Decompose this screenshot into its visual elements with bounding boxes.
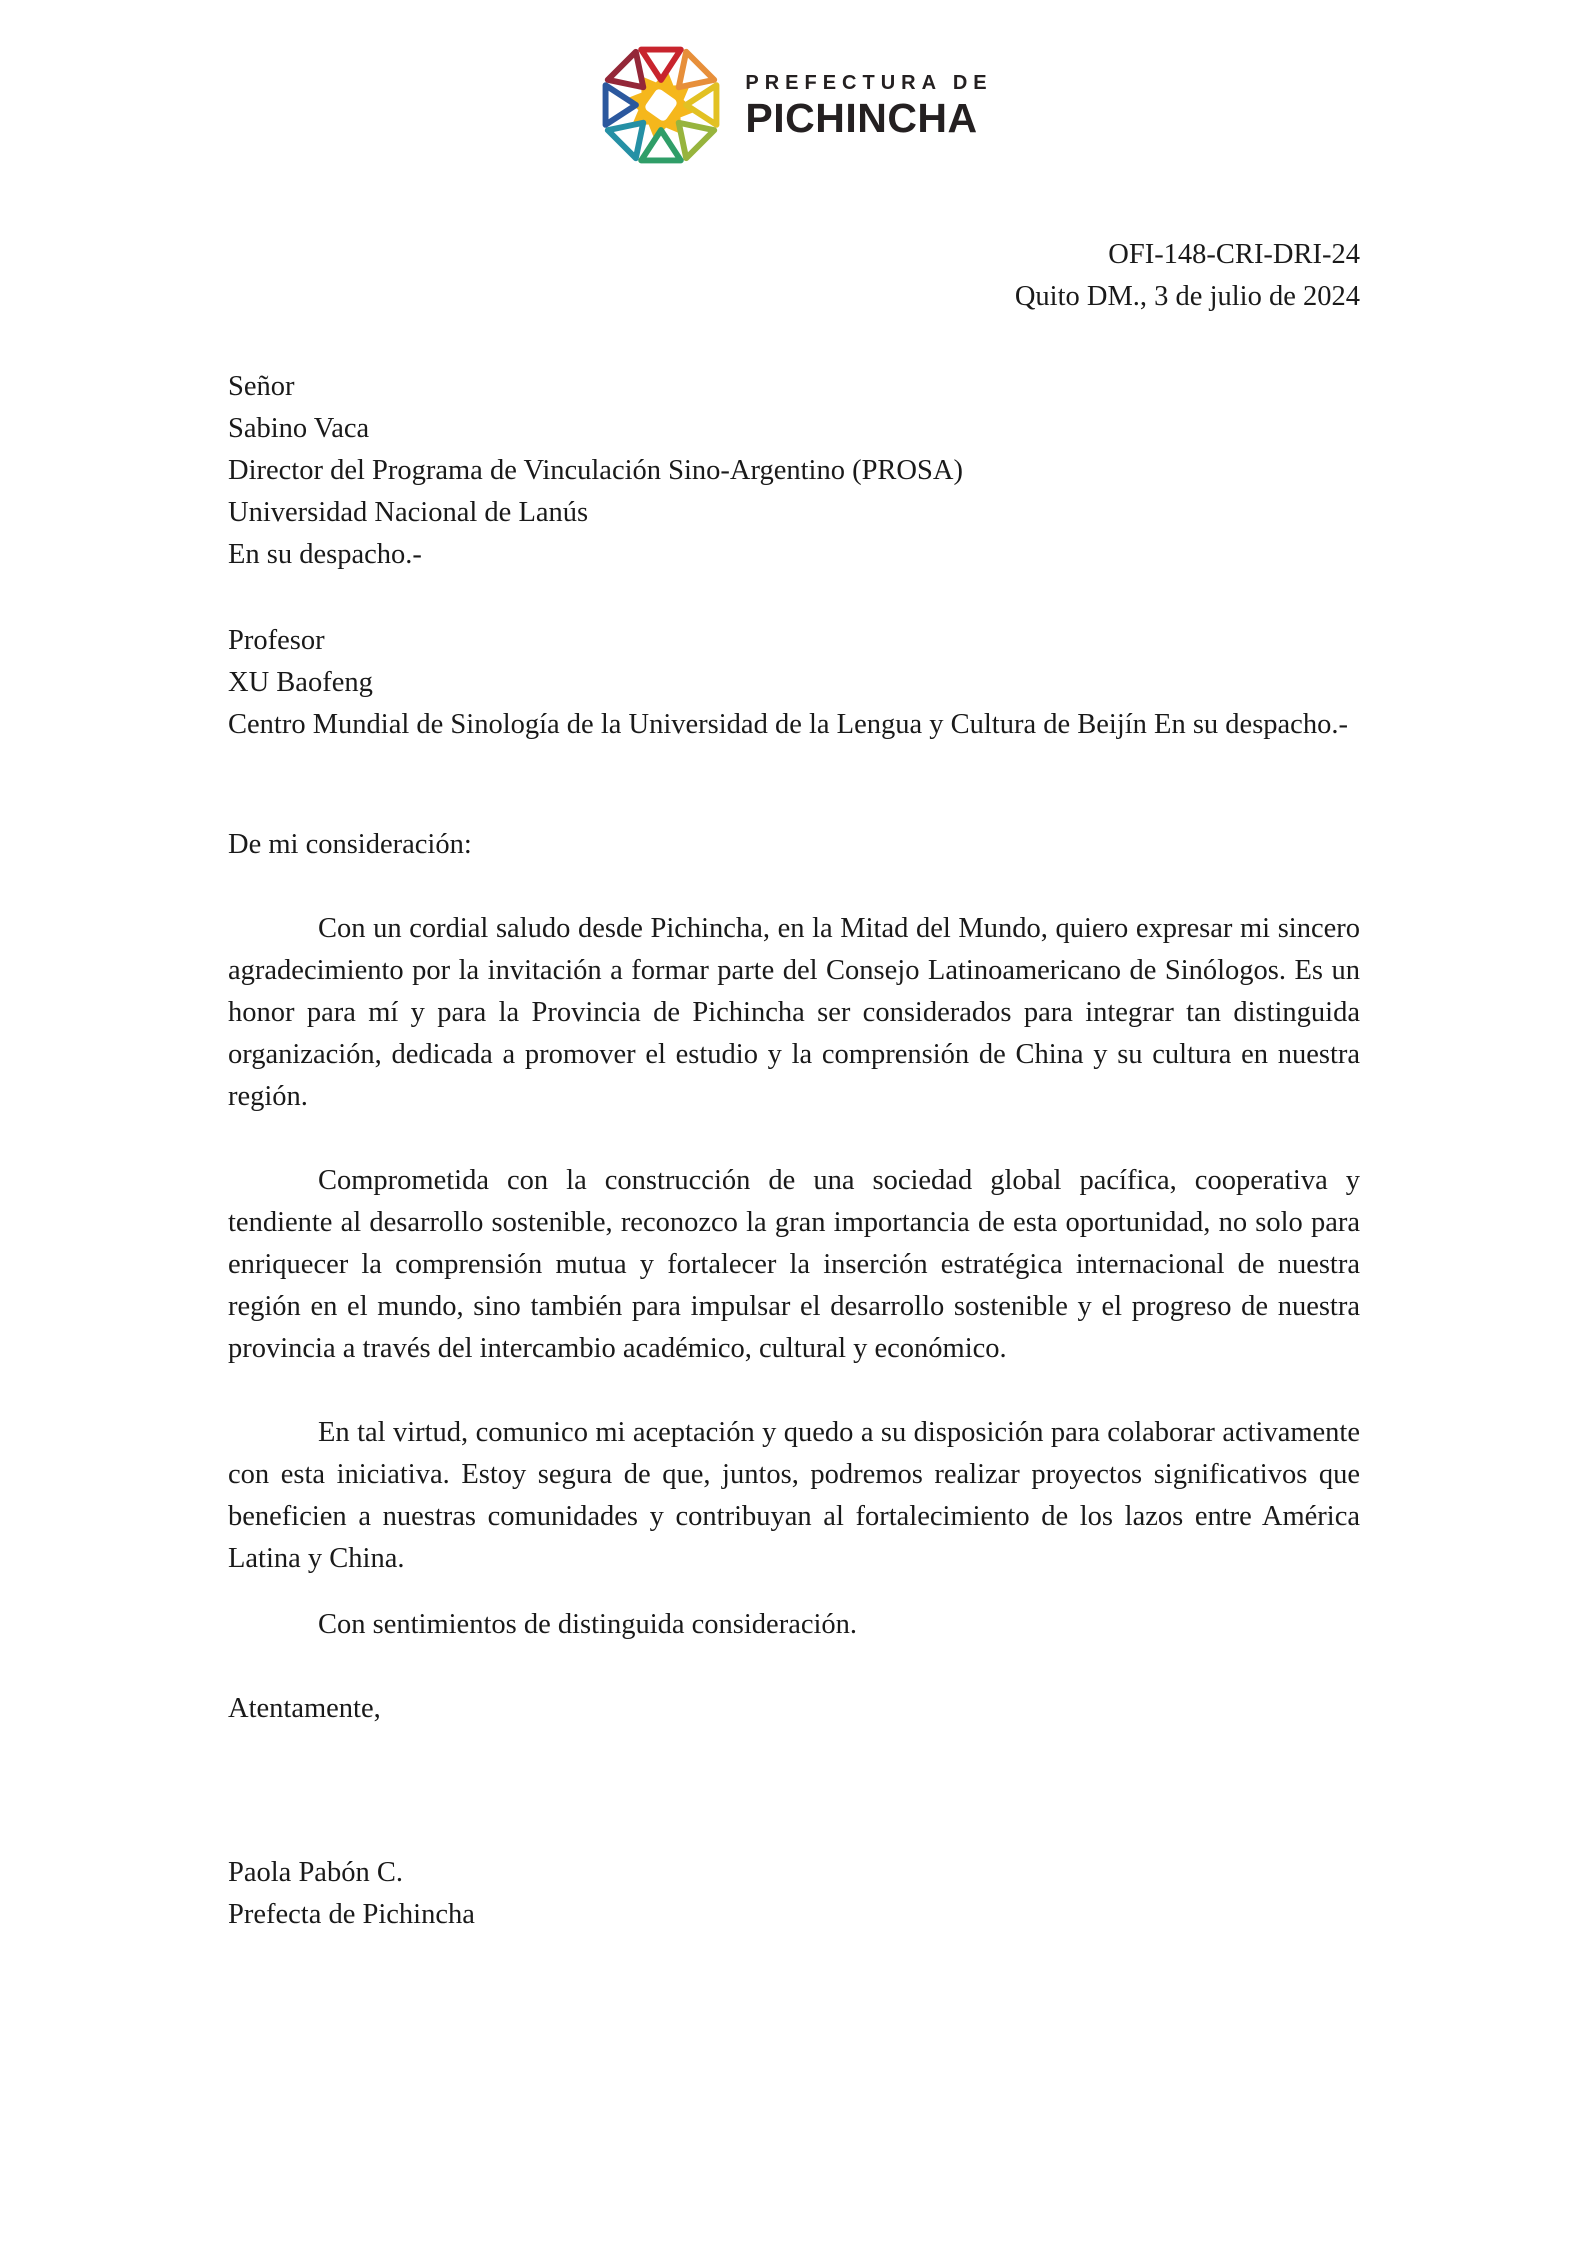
logo-petal [642,50,682,80]
logo-org-name: PICHINCHA [745,94,978,141]
body-paragraph-3: En tal virtud, comunico mi aceptación y quedo a su disposición para colaborar activamente con esta iniciativa. Estoy segura de que, juntos, podremos realizar proyectos significativos que beneficien a nuestras comunidades y contribuyan al fortalecimiento de los lazos entre América Latina y China. [228,1417,1360,1574]
reference-block [228,234,1360,318]
logo-petal [686,85,716,125]
logo-org-type: PREFECTURA DE [745,71,993,94]
recipient-title: Director del Programa de Vinculación Sino-Argentino (PROSA) [228,455,963,486]
recipient-location: En su despacho.- [228,539,422,570]
recipient-block-1 [228,366,1360,576]
salutation: De mi consideración: [228,829,472,860]
body-paragraph-2: Comprometida con la construcción de una sociedad global pacífica, cooperativa y tendiente al desarrollo sostenible, reconozco la gran importancia de esta oportunidad, no solo para enriquecer la comprensión mutua y fortalecer la inserción estratégica internacional de nuestra región en el mundo, sino también para impulsar el desarrollo sostenible y el progreso de nuestra provincia a través del intercambio académico, cultural y económico. [228,1165,1360,1364]
signer-title: Prefecta de Pichincha [228,1899,475,1930]
prefectura-sun-icon [595,39,727,171]
recipient-institution: Centro Mundial de Sinología de la Universidad de la Lengua y Cultura de Beijín En su despacho.- [228,709,1348,740]
recipient-honorific: Profesor [228,625,325,656]
logo-wordmark [745,71,992,140]
reference-number: OFI-148-CRI-DRI-24 [1108,239,1360,270]
logo-petal [606,85,636,125]
signer-name: Paola Pabón C. [228,1857,403,1888]
recipient-name: XU Baofeng [228,667,373,698]
recipient-block-2 [228,620,1360,746]
farewell: Atentamente, [228,1693,381,1724]
closing-courtesy-line: Con sentimientos de distinguida consideración. [318,1609,858,1640]
prefectura-logo [228,38,1360,172]
signature-block [228,1852,1360,1936]
recipient-institution: Universidad Nacional de Lanús [228,497,589,528]
body-paragraph-1: Con un cordial saludo desde Pichincha, en la Mitad del Mundo, quiero expresar mi sincero agradecimiento por la invitación a formar parte del Consejo Latinoamericano de Sinólogos. Es un honor para mí y para la Provincia de Pichincha ser considerados para integrar tan distinguida organización, dedicada a promover el estudio y la comprensión de China y su cultura en nuestra región. [228,913,1360,1112]
date-line: Quito DM., 3 de julio de 2024 [1014,281,1360,312]
logo-petal [642,130,682,160]
recipient-name: Sabino Vaca [228,413,370,444]
recipient-honorific: Señor [228,371,295,402]
